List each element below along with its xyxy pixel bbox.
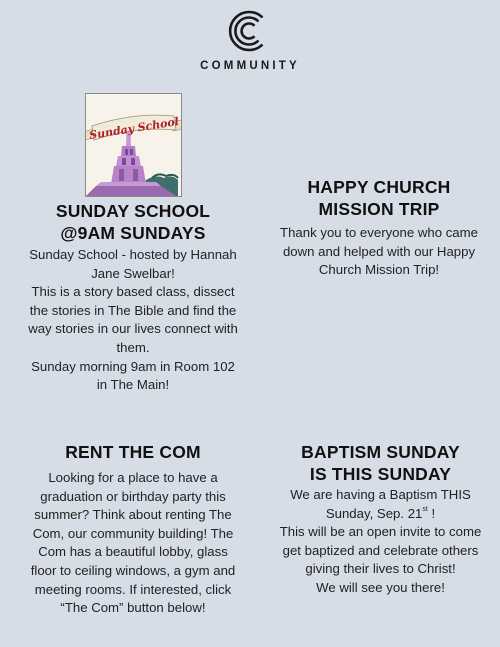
rent-com-body <box>22 469 244 618</box>
baptism-title-line: BAPTISM SUNDAY <box>301 442 460 462</box>
sunday-school-line: Sunday morning 9am in Room 102 <box>31 358 235 374</box>
rent-com-line: “The Com” button below! <box>60 600 206 616</box>
baptism-body <box>268 486 493 598</box>
baptism-date-text: Sunday, Sep. 21 <box>325 505 423 521</box>
sunday-school-line: way stories in our lives connect with <box>28 321 238 337</box>
rent-com-line: meeting rooms. If interested, click <box>34 581 232 597</box>
sunday-school-line: the stories in The Bible and find the <box>29 302 237 318</box>
mission-trip-line: Thank you to everyone who came <box>280 225 478 240</box>
sunday-school-title-line: SUNDAY SCHOOL <box>55 201 211 221</box>
sunday-school-line: them. <box>116 339 150 355</box>
rent-com-line: Looking for a place to have a <box>48 470 218 485</box>
baptism-title-line: IS THIS SUNDAY <box>309 464 452 484</box>
sunday-school-line: Sunday School - hosted by Hannah <box>29 247 237 262</box>
baptism-date-suffix: st <box>422 506 428 514</box>
sunday-school-line: Jane Swelbar! <box>91 265 175 281</box>
sunday-school-title <box>22 200 244 244</box>
mission-trip-title <box>268 176 490 220</box>
mission-trip-section <box>268 176 490 280</box>
sunday-school-title-line: @9AM SUNDAYS <box>60 223 206 243</box>
baptism-line: This will be an open invite to come <box>279 524 482 540</box>
sunday-school-image <box>85 93 182 197</box>
mission-trip-line: down and helped with our Happy <box>282 243 476 259</box>
sunday-school-line: This is a story based class, dissect <box>31 284 235 300</box>
brand-name: COMMUNITY <box>200 60 300 72</box>
mission-trip-body <box>268 224 490 280</box>
baptism-title <box>268 441 493 485</box>
rent-com-line: floor to ceiling windows, a gym and <box>30 562 236 578</box>
mission-trip-line: Church Mission Trip! <box>318 262 440 278</box>
rent-com-section <box>22 441 244 618</box>
image-label: Sunday School <box>88 114 180 142</box>
church-steeple-illustration <box>86 94 181 196</box>
baptism-line: get baptized and celebrate others <box>282 542 479 558</box>
mission-trip-title-line: HAPPY CHURCH <box>307 177 451 197</box>
baptism-date-line <box>268 505 493 524</box>
rent-com-title: RENT THE COM <box>65 442 201 462</box>
sunday-school-section <box>22 200 244 395</box>
community-logo-icon[interactable] <box>226 8 272 54</box>
rent-com-line: graduation or birthday party this <box>40 488 226 504</box>
rent-com-line: Com, our community building! The <box>32 525 234 541</box>
baptism-date-end: ! <box>427 505 436 521</box>
header <box>0 0 500 80</box>
rent-com-line: Com has a beautiful lobby, glass <box>38 544 228 560</box>
rent-com-line: summer? Think about renting The <box>34 507 232 523</box>
baptism-line: giving their lives to Christ! <box>305 561 456 577</box>
sunday-school-line: in The Main! <box>96 377 170 393</box>
sunday-school-body <box>22 246 244 395</box>
baptism-line: We will see you there! <box>316 579 445 595</box>
baptism-line: We are having a Baptism THIS <box>290 487 471 502</box>
baptism-section <box>268 441 493 598</box>
mission-trip-title-line: MISSION TRIP <box>318 199 440 219</box>
